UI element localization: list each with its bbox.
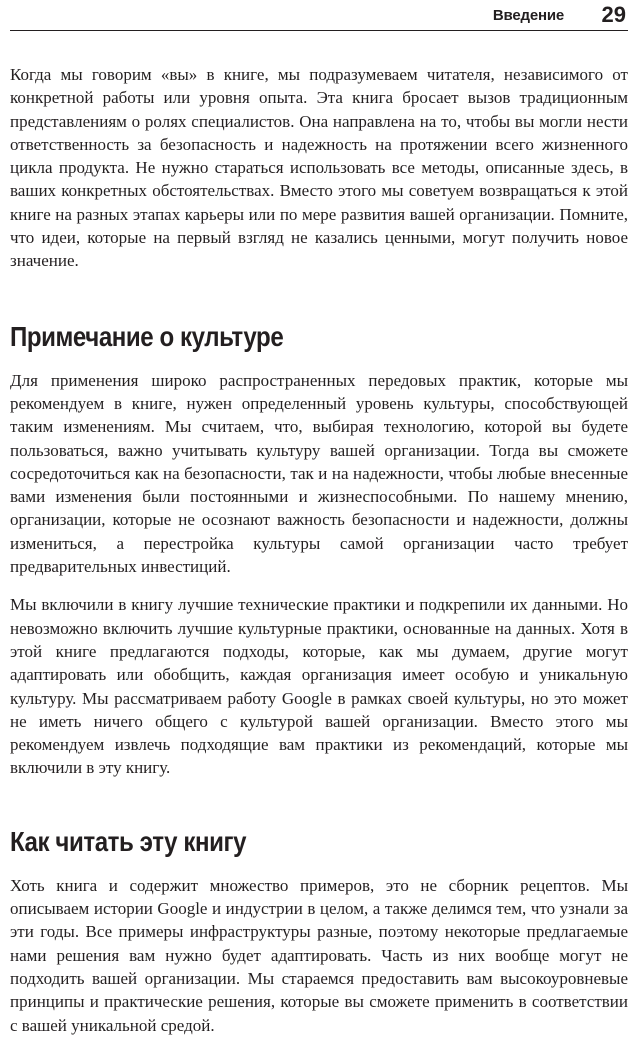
heading-culture-note: Примечание о культуре [10,320,284,352]
page-body [10,63,628,1037]
intro-paragraph: Когда мы говорим «вы» в книге, мы подразумеваем читателя, независимого от конкретной работы или уровня опыта. Эта книга бросает вызов традиционным представлениям о ролях специалистов. Она направлена на то, чтобы вы могли нести ответственность за безопасность и надежность на протяжении всего жизненного цикла продукта. Не нужно стараться использовать все методы, описанные здесь, в ваших конкретных обстоятельствах. Вместо этого мы советуем возвращаться к этой книге на разных этапах карьеры или по мере развития вашей организации. Помните, что идеи, которые на первый взгляд не казались ценными, могут получить новое значение. [10,65,628,271]
heading-how-to-read: Как читать эту книгу [10,825,247,857]
culture-paragraph-2: Мы включили в книгу лучшие технические практики и подкрепили их данными. Но невозможно включить лучшие культурные практики, основанные на данных. Хотя в этой книге предлагаются подходы, которые, как мы думаем, другие могут адаптировать или обобщить, каждая организация имеет особую и уникальную культуру. Мы рассматриваем работу Google в рамках своей культуры, но это может не иметь ничего общего с культурой вашей организации. Вместо этого мы рекомендуем извлечь подходящие вам практики из рекомендаций, которые мы включили в эту книгу. [10,595,628,778]
culture-paragraph-1: Для применения широко распространенных передовых практик, которые мы рекомендуем в книге, нужен определенный уровень культуры, способствующей таким изменениям. Мы считаем, что, выбирая технологию, которой вы будете пользоваться, важно учитывать культуру вашей организации. Тогда вы сможете сосредоточиться как на безопасности, так и на надежности, чтобы любые внесенные вами изменения были постоянными и жизнеспособными. По нашему мнению, организации, которые не осознают важность безопасности и надежности, должны измениться, а перестройка культуры самой организации часто требует предварительных инвестиций. [10,370,628,577]
running-header [10,0,628,31]
how-to-read-paragraph-1: Хоть книга и содержит множество примеров, это не сборник рецептов. Мы описываем истории Google и индустрии в целом, а также делимся тем, что узнали за эти годы. Все примеры инфраструктуры разные, поэтому некоторые предлагаемые нами решения вам нужно будет адаптировать. Часть из них вообще могут не подходить вашей организации. Мы стараемся предоставить вам высокоуровневые принципы и практические решения, которые вы сможете применить в соответствии с вашей уникальной средой. [10,875,628,1035]
running-header-section-title: Введение [492,7,564,24]
page-number: 29 [601,2,626,27]
